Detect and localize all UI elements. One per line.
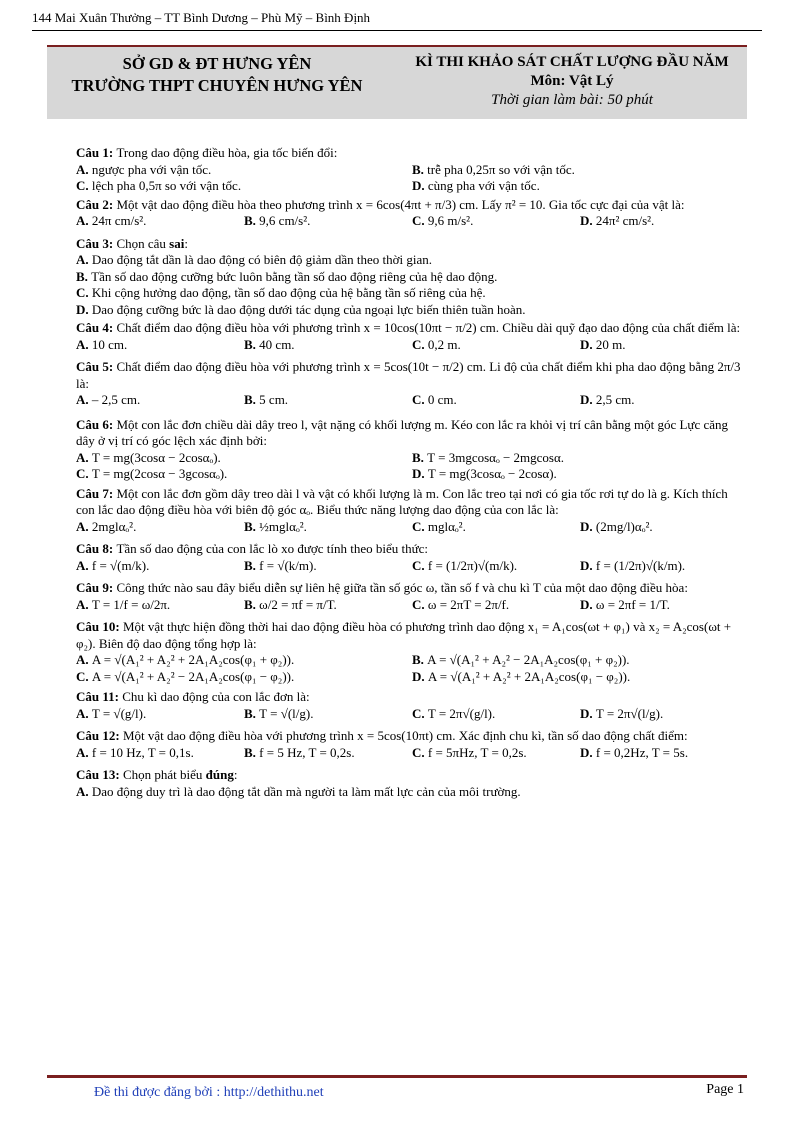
answer-option[interactable] bbox=[76, 213, 244, 230]
option-letter: C. bbox=[412, 744, 428, 760]
option-text: f = √(k/m). bbox=[259, 557, 317, 573]
option-letter: B. bbox=[244, 744, 260, 760]
answer-options bbox=[76, 597, 748, 614]
answer-options bbox=[76, 337, 748, 354]
exam-subject: Môn: Vật Lý bbox=[530, 73, 614, 89]
answer-option[interactable] bbox=[76, 252, 748, 269]
option-text: Dao động cưỡng bức là dao động dưới tác dụng của ngoại lực biến thiên tuần hoàn. bbox=[91, 301, 526, 317]
option-text: 9,6 cm/s². bbox=[259, 213, 311, 228]
option-text: T = 1/f = ω/2π. bbox=[91, 596, 171, 612]
option-text: T = 3mgcosαₒ − 2mgcosα. bbox=[427, 449, 565, 465]
question-text: Một vật thực hiện đồng thời hai dao động điều hòa có phương trình dao động x₁ = A₁cos(ωt + φ₁) và x₂ = A₂cos(ωt + φ₂). Biên độ dao động tổng hợp là: bbox=[76, 619, 732, 651]
option-letter: D. bbox=[580, 518, 596, 534]
answer-options bbox=[76, 745, 748, 762]
option-letter: B. bbox=[412, 449, 428, 465]
answer-option[interactable] bbox=[580, 392, 748, 409]
footer-site-link[interactable]: Đề thi được đăng bởi : http://dethithu.net bbox=[94, 1085, 324, 1100]
option-text: 9,6 m/s². bbox=[427, 213, 474, 228]
option-letter: C. bbox=[412, 557, 428, 573]
answer-option[interactable] bbox=[244, 392, 412, 409]
question-text: Chu kì dao động của con lắc đơn là: bbox=[122, 689, 310, 704]
option-letter: C. bbox=[76, 466, 92, 481]
answer-options bbox=[76, 652, 748, 685]
question-text: Chọn phát biểu bbox=[122, 767, 206, 782]
question bbox=[76, 728, 748, 761]
answer-option[interactable] bbox=[412, 652, 748, 669]
option-letter: D. bbox=[580, 705, 596, 721]
question bbox=[76, 541, 748, 574]
answer-option[interactable] bbox=[412, 213, 580, 230]
question-text: Công thức nào sau đây biểu diễn sự liên hệ giữa tần số góc ω, tần số f và chu kì T của một dao động điều hòa: bbox=[116, 580, 688, 595]
option-text: A = √(A₁² + A₂² + 2A₁A₂cos(φ₁ + φ₂)). bbox=[91, 652, 295, 667]
option-text: trễ pha 0,25π so với vận tốc. bbox=[427, 161, 575, 177]
answer-option[interactable] bbox=[244, 706, 412, 723]
answer-option[interactable] bbox=[412, 466, 748, 483]
option-letter: D. bbox=[76, 301, 92, 317]
answer-option[interactable] bbox=[412, 706, 580, 723]
answer-option[interactable] bbox=[76, 337, 244, 354]
exam-header bbox=[47, 45, 747, 119]
option-letter: A. bbox=[76, 392, 92, 407]
question-label: Câu 8: bbox=[76, 541, 117, 556]
option-letter: B. bbox=[244, 518, 260, 534]
question-stem bbox=[76, 486, 748, 519]
question bbox=[76, 417, 748, 483]
answer-option[interactable] bbox=[412, 745, 580, 762]
question-stem bbox=[76, 767, 748, 784]
question-label: Câu 4: bbox=[76, 320, 117, 335]
option-letter: B. bbox=[244, 336, 260, 352]
question-stem bbox=[76, 728, 748, 745]
option-letter: D. bbox=[412, 668, 428, 684]
option-text: Tần số dao động cưỡng bức luôn bằng tần số dao động riêng của hệ dao động. bbox=[91, 268, 498, 284]
option-letter: A. bbox=[76, 596, 92, 612]
school-info bbox=[47, 53, 387, 97]
answer-options bbox=[76, 519, 748, 536]
question bbox=[76, 236, 748, 319]
option-text: A = √(A₁² + A₂² − 2A₁A₂cos(φ₁ − φ₂)). bbox=[91, 668, 295, 684]
option-letter: A. bbox=[76, 783, 92, 799]
option-text: ω/2 = πf = π/T. bbox=[259, 596, 337, 612]
answer-option[interactable] bbox=[76, 392, 244, 409]
question bbox=[76, 320, 748, 353]
option-letter: A. bbox=[76, 336, 92, 352]
question-stem bbox=[76, 320, 748, 337]
option-letter: B. bbox=[244, 557, 260, 573]
answer-option[interactable] bbox=[412, 450, 748, 467]
option-text: 10 cm. bbox=[91, 336, 128, 352]
answer-option[interactable] bbox=[76, 745, 244, 762]
option-letter: D. bbox=[412, 178, 428, 193]
answer-option[interactable] bbox=[76, 652, 412, 669]
question-label: Câu 6: bbox=[76, 416, 117, 432]
option-text: mglαₒ². bbox=[427, 518, 466, 534]
option-letter: A. bbox=[76, 449, 92, 465]
option-text: cùng pha với vận tốc. bbox=[427, 178, 540, 193]
option-text: 24π cm/s². bbox=[91, 213, 147, 228]
option-text: T = 2π√(l/g). bbox=[595, 705, 664, 721]
answer-option[interactable] bbox=[412, 519, 580, 536]
option-letter: B. bbox=[412, 652, 428, 667]
question-label: Câu 11: bbox=[76, 689, 123, 704]
option-text: ω = 2πf = 1/T. bbox=[595, 596, 670, 612]
option-text: 2mglαₒ². bbox=[91, 518, 137, 534]
answer-option[interactable] bbox=[412, 558, 580, 575]
exam-time: Thời gian làm bài: 50 phút bbox=[491, 92, 653, 108]
option-text: T = mg(2cosα − 3gcosαₒ). bbox=[91, 466, 228, 481]
answer-option[interactable] bbox=[76, 285, 748, 302]
option-letter: A. bbox=[76, 652, 92, 667]
question-stem bbox=[76, 689, 748, 706]
answer-options bbox=[76, 392, 748, 409]
option-text: Dao động tắt dần là dao động có biên độ giảm dần theo thời gian. bbox=[91, 252, 432, 267]
question bbox=[76, 486, 748, 536]
answer-options bbox=[76, 450, 748, 483]
question-stem bbox=[76, 541, 748, 558]
question-stem bbox=[76, 619, 748, 652]
option-letter: B. bbox=[244, 705, 260, 721]
question-stem bbox=[76, 197, 748, 214]
option-text: ngược pha với vận tốc. bbox=[91, 161, 212, 177]
answer-option[interactable] bbox=[412, 392, 580, 409]
option-letter: C. bbox=[76, 668, 92, 684]
answer-option[interactable] bbox=[76, 162, 412, 179]
option-letter: D. bbox=[580, 557, 596, 573]
answer-options bbox=[76, 213, 748, 230]
answer-options bbox=[76, 252, 748, 318]
question-label: Câu 10: bbox=[76, 619, 123, 634]
question-emphasis: sai bbox=[169, 235, 185, 251]
option-letter: A. bbox=[76, 213, 92, 228]
answer-option[interactable] bbox=[76, 302, 748, 319]
answer-option[interactable] bbox=[244, 337, 412, 354]
question-text: Một vật dao động điều hòa theo phương trình x = 6cos(4πt + π/3) cm. Lấy π² = 10. Gia tốc cực đại của vật là: bbox=[116, 196, 685, 212]
option-letter: B. bbox=[244, 213, 260, 228]
answer-option[interactable] bbox=[580, 706, 748, 723]
question-list bbox=[76, 145, 748, 802]
option-letter: C. bbox=[412, 596, 428, 612]
question bbox=[76, 197, 748, 230]
option-text: f = 5 Hz, T = 0,2s. bbox=[259, 744, 355, 760]
option-letter: B. bbox=[244, 392, 260, 407]
option-text: 0 cm. bbox=[427, 392, 457, 407]
option-text: ½mglαₒ². bbox=[259, 518, 307, 534]
option-text: Khi cộng hưởng dao động, tần số dao động của hệ bằng tần số riêng của hệ. bbox=[91, 285, 486, 300]
option-text: f = (1/2π)√(m/k). bbox=[427, 557, 518, 573]
option-text: 5 cm. bbox=[259, 392, 289, 407]
answer-option[interactable] bbox=[244, 745, 412, 762]
option-text: lệch pha 0,5π so với vận tốc. bbox=[91, 178, 242, 193]
answer-option[interactable] bbox=[412, 162, 748, 179]
question-text: Một con lắc đơn chiều dài dây treo l, vật nặng có khối lượng m. Kéo con lắc ra khỏi vị trí cân bằng một góc Lực căng dây ở vị trí có góc lệch xác định bởi: bbox=[76, 416, 729, 448]
answer-option[interactable] bbox=[76, 519, 244, 536]
option-letter: D. bbox=[580, 336, 596, 352]
option-text: A = √(A₁² + A₂² + 2A₁A₂cos(φ₁ − φ₂)). bbox=[427, 668, 631, 684]
option-letter: B. bbox=[76, 268, 92, 284]
option-letter: D. bbox=[412, 466, 428, 481]
option-letter: A. bbox=[76, 557, 92, 573]
answer-option[interactable] bbox=[244, 558, 412, 575]
question-text: Chọn câu bbox=[116, 235, 170, 251]
question bbox=[76, 619, 748, 685]
answer-option[interactable] bbox=[580, 558, 748, 575]
answer-option[interactable] bbox=[76, 784, 748, 801]
question-stem bbox=[76, 417, 748, 450]
school-name: TRƯỜNG THPT CHUYÊN HƯNG YÊN bbox=[71, 76, 363, 95]
option-letter: A. bbox=[76, 161, 92, 177]
question-text: Một con lắc đơn gồm dây treo dài l và vật có khối lượng là m. Con lắc treo tại nơi có gia tốc rơi tự do là g. Kích thích con lắc dao động điều hòa với biên độ góc αₒ. Biểu thức năng lượng dao động của con lắc là: bbox=[76, 485, 728, 517]
question-label: Câu 2: bbox=[76, 196, 117, 212]
question-label: Câu 3: bbox=[76, 235, 117, 251]
question-stem bbox=[76, 145, 748, 162]
option-letter: D. bbox=[580, 744, 596, 760]
answer-options bbox=[76, 784, 748, 801]
question-text-end: : bbox=[233, 767, 238, 782]
question-stem bbox=[76, 359, 748, 392]
option-letter: A. bbox=[76, 705, 92, 721]
question bbox=[76, 767, 748, 800]
answer-option[interactable] bbox=[244, 519, 412, 536]
question-text: Tần số dao động của con lắc lò xo được tính theo biểu thức: bbox=[116, 541, 429, 556]
answer-options bbox=[76, 558, 748, 575]
department-name: SỞ GD & ĐT HƯNG YÊN bbox=[122, 54, 312, 73]
option-letter: C. bbox=[412, 336, 428, 352]
question-label: Câu 1: bbox=[76, 145, 117, 160]
question-text: Một vật dao động điều hòa với phương trình x = 5cos(10πt) cm. Xác định chu kì, tần số dao động chất điểm: bbox=[122, 728, 688, 743]
answer-option[interactable] bbox=[412, 337, 580, 354]
option-text: f = 0,2Hz, T = 5s. bbox=[595, 744, 689, 760]
option-text: (2mg/l)αₒ². bbox=[595, 518, 653, 534]
exam-info bbox=[397, 53, 747, 110]
option-text: T = mg(3cosα − 2cosαₒ). bbox=[91, 449, 221, 465]
option-letter: C. bbox=[412, 705, 428, 721]
question-stem bbox=[76, 236, 748, 253]
exam-title: KÌ THI KHẢO SÁT CHẤT LƯỢNG ĐẦU NĂM bbox=[415, 54, 729, 70]
answer-option[interactable] bbox=[580, 519, 748, 536]
option-text: T = √(l/g). bbox=[259, 705, 314, 721]
option-text: T = 2π√(g/l). bbox=[427, 705, 496, 721]
question-stem bbox=[76, 580, 748, 597]
option-letter: C. bbox=[76, 285, 92, 300]
option-text: – 2,5 cm. bbox=[91, 392, 141, 407]
option-text: f = (1/2π)√(k/m). bbox=[595, 557, 686, 573]
option-letter: B. bbox=[412, 161, 428, 177]
question-label: Câu 5: bbox=[76, 359, 117, 374]
top-address-line: 144 Mai Xuân Thưởng – TT Bình Dương – Phù Mỹ – Bình Định bbox=[32, 10, 371, 25]
option-letter: C. bbox=[412, 392, 428, 407]
answer-options bbox=[76, 706, 748, 723]
answer-option[interactable] bbox=[580, 597, 748, 614]
option-text: 40 cm. bbox=[259, 336, 295, 352]
option-letter: C. bbox=[76, 178, 92, 193]
question bbox=[76, 689, 748, 722]
top-divider bbox=[32, 30, 762, 31]
question-text: Chất điểm dao động điều hòa với phương trình x = 5cos(10t − π/2) cm. Li độ của chất điểm khi pha dao động bằng 2π/3 là: bbox=[76, 359, 741, 391]
answer-option[interactable] bbox=[244, 597, 412, 614]
question-label: Câu 7: bbox=[76, 485, 117, 501]
answer-option[interactable] bbox=[76, 597, 244, 614]
option-text: f = 10 Hz, T = 0,1s. bbox=[91, 744, 194, 760]
option-letter: A. bbox=[76, 252, 92, 267]
answer-option[interactable] bbox=[76, 466, 412, 483]
question-text: Trong dao động điều hòa, gia tốc biến đổi: bbox=[116, 145, 338, 160]
option-text: 24π² cm/s². bbox=[595, 213, 655, 228]
answer-option[interactable] bbox=[76, 178, 412, 195]
option-letter: D. bbox=[580, 392, 596, 407]
answer-option[interactable] bbox=[412, 597, 580, 614]
answer-option[interactable] bbox=[412, 669, 748, 686]
question-label: Câu 13: bbox=[76, 767, 123, 782]
answer-option[interactable] bbox=[76, 269, 748, 286]
answer-option[interactable] bbox=[76, 450, 412, 467]
option-letter: D. bbox=[580, 596, 596, 612]
answer-option[interactable] bbox=[76, 706, 244, 723]
option-letter: A. bbox=[76, 744, 92, 760]
answer-option[interactable] bbox=[76, 558, 244, 575]
question-text: Chất điểm dao động điều hòa với phương trình x = 10cos(10πt − π/2) cm. Chiều dài quỹ đạo dao động của chất điểm là: bbox=[116, 320, 741, 335]
option-text: f = √(m/k). bbox=[91, 557, 150, 573]
option-text: 2,5 cm. bbox=[595, 392, 635, 407]
question-label: Câu 12: bbox=[76, 728, 123, 743]
answer-option[interactable] bbox=[412, 178, 748, 195]
option-text: 20 m. bbox=[595, 336, 626, 352]
option-text: T = mg(3cosαₒ − 2cosα). bbox=[427, 466, 557, 481]
option-text: ω = 2πT = 2π/f. bbox=[427, 596, 510, 612]
answer-options bbox=[76, 162, 748, 195]
option-text: 0,2 m. bbox=[427, 336, 461, 352]
answer-option[interactable] bbox=[580, 745, 748, 762]
option-text: f = 5πHz, T = 0,2s. bbox=[427, 744, 527, 760]
answer-option[interactable] bbox=[76, 669, 412, 686]
option-letter: D. bbox=[580, 213, 596, 228]
question bbox=[76, 145, 748, 195]
option-text: T = √(g/l). bbox=[91, 705, 147, 721]
question-emphasis: đúng bbox=[205, 767, 234, 782]
page-number: Page 1 bbox=[706, 1082, 744, 1097]
option-text: Dao động duy trì là dao động tắt dần mà người ta làm mất lực cản của môi trường. bbox=[91, 783, 521, 799]
option-letter: A. bbox=[76, 518, 92, 534]
answer-option[interactable] bbox=[580, 337, 748, 354]
option-letter: C. bbox=[412, 213, 428, 228]
option-letter: C. bbox=[412, 518, 428, 534]
question bbox=[76, 580, 748, 613]
answer-option[interactable] bbox=[580, 213, 748, 230]
option-letter: B. bbox=[244, 596, 260, 612]
question-text-end: : bbox=[184, 235, 188, 251]
option-text: A = √(A₁² + A₂² − 2A₁A₂cos(φ₁ + φ₂)). bbox=[427, 652, 630, 667]
footer-divider bbox=[47, 1075, 747, 1078]
question bbox=[76, 359, 748, 409]
question-label: Câu 9: bbox=[76, 580, 117, 595]
answer-option[interactable] bbox=[244, 213, 412, 230]
